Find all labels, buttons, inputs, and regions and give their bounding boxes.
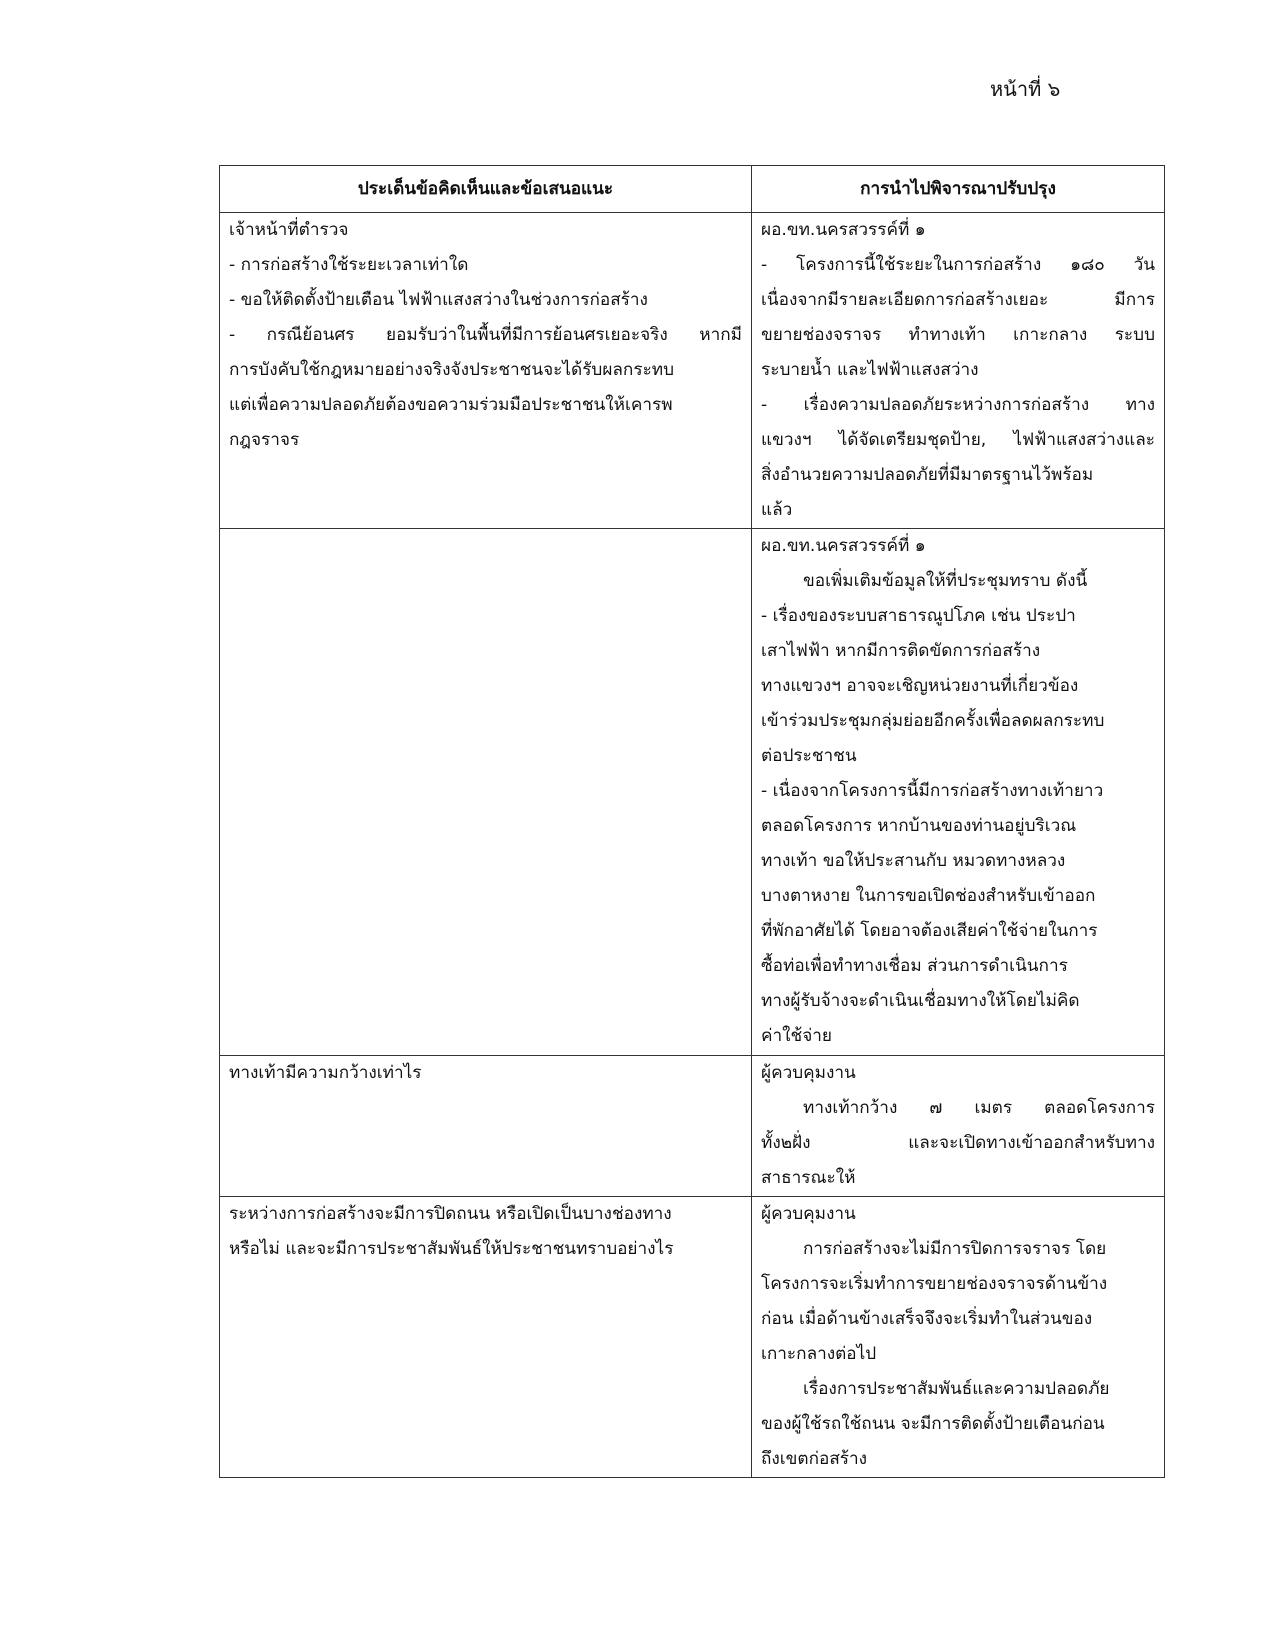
response-line: การก่อสร้างจะไม่มีการปิดการจราจร โดย xyxy=(803,1239,1107,1259)
response-line: ทางผู้รับจ้างจะดำเนินเชื่อมทางให้โดยไม่คิด xyxy=(761,991,1080,1011)
comments-table xyxy=(219,165,1165,1478)
issue-line: ระหว่างการก่อสร้างจะมีการปิดถนน หรือเปิดเป็นบางช่องทาง xyxy=(229,1204,672,1224)
issue-line: ทางเท้ามีความกว้างเท่าไร xyxy=(229,1063,422,1083)
response-line: บางตาหงาย ในการขอเปิดช่องสำหรับเข้าออก xyxy=(761,886,1096,906)
response-line: ที่พักอาศัยได้ โดยอาจต้องเสียค่าใช้จ่ายในการ xyxy=(761,921,1098,941)
response-line: แขวงฯ ได้จัดเตรียมชุดป้าย, ไฟฟ้าแสงสว่างและ xyxy=(761,430,1155,450)
issue-line: แต่เพื่อความปลอดภัยต้องขอความร่วมมือประชาชนให้เคารพ xyxy=(229,395,673,415)
response-line: ทางเท้า ขอให้ประสานกับ หมวดทางหลวง xyxy=(761,851,1066,871)
response-line: สาธารณะให้ xyxy=(761,1168,856,1188)
response-line: ทางเท้ากว้าง ๗ เมตร ตลอดโครงการ xyxy=(803,1098,1155,1118)
issue-cell xyxy=(220,1197,752,1478)
issue-cell xyxy=(220,529,752,1056)
response-line: ขอเพิ่มเติมข้อมูลให้ที่ประชุมทราบ ดังนี้ xyxy=(803,571,1088,591)
response-line: เรื่องการประชาสัมพันธ์และความปลอดภัย xyxy=(803,1379,1110,1399)
response-cell xyxy=(752,213,1165,529)
responder: ผอ.ขท.นครสวรรค์ที่ ๑ xyxy=(761,220,926,240)
response-line: - เรื่องของระบบสาธารณูปโภค เช่น ประปา xyxy=(761,606,1076,626)
response-line: ตลอดโครงการ หากบ้านของท่านอยู่บริเวณ xyxy=(761,816,1077,836)
response-line: แล้ว xyxy=(761,500,793,520)
issue-line: - กรณีย้อนศร ยอมรับว่าในพื้นที่มีการย้อนศรเยอะจริง หากมี xyxy=(229,325,742,345)
responder: ผอ.ขท.นครสวรรค์ที่ ๑ xyxy=(761,536,926,556)
issue-line: เจ้าหน้าที่ตำรวจ xyxy=(229,220,349,240)
header-responses: การนำไปพิจารณาปรับปรุง xyxy=(752,166,1165,213)
response-line: เสาไฟฟ้า หากมีการติดขัดการก่อสร้าง xyxy=(761,641,1041,661)
response-line: ทั้ง๒ฝั่ง และจะเปิดทางเข้าออกสำหรับทาง xyxy=(761,1133,1155,1153)
response-line: ระบายน้ำ และไฟฟ้าแสงสว่าง xyxy=(761,360,979,380)
issue-line: - ขอให้ติดตั้งป้ายเตือน ไฟฟ้าแสงสว่างในช่วงการก่อสร้าง xyxy=(229,290,648,310)
issue-cell xyxy=(220,213,752,529)
response-line: โครงการจะเริ่มทำการขยายช่องจราจรด้านข้าง xyxy=(761,1274,1108,1294)
response-line: ต่อประชาชน xyxy=(761,746,857,766)
issue-line: หรือไม่ และจะมีการประชาสัมพันธ์ให้ประชาชนทราบอย่างไร xyxy=(229,1239,674,1259)
header-issues: ประเด็นข้อคิดเห็นและข้อเสนอแนะ xyxy=(220,166,752,213)
response-line: ถึงเขตก่อสร้าง xyxy=(761,1449,868,1469)
table-header-row xyxy=(220,166,1165,213)
response-line: เนื่องจากมีรายละเอียดการก่อสร้างเยอะ มีการ xyxy=(761,290,1155,310)
issue-line: การบังคับใช้กฎหมายอย่างจริงจังประชาชนจะได้รับผลกระทบ xyxy=(229,360,675,380)
response-line: ขยายช่องจราจร ทำทางเท้า เกาะกลาง ระบบ xyxy=(761,325,1155,345)
issue-line: - การก่อสร้างใช้ระยะเวลาเท่าใด xyxy=(229,255,469,275)
page-number: หน้าที่ ๖ xyxy=(990,77,1061,101)
table-row xyxy=(220,1197,1165,1478)
response-line: ก่อน เมื่อด้านข้างเสร็จจึงจะเริ่มทำในส่วนของ xyxy=(761,1309,1093,1329)
table-row xyxy=(220,213,1165,529)
responder: ผู้ควบคุมงาน xyxy=(761,1204,856,1224)
response-line: - เนื่องจากโครงการนี้มีการก่อสร้างทางเท้ายาว xyxy=(761,781,1104,801)
response-line: เข้าร่วมประชุมกลุ่มย่อยอีกครั้งเพื่อลดผลกระทบ xyxy=(761,711,1105,731)
response-line: เกาะกลางต่อไป xyxy=(761,1344,877,1364)
table-row xyxy=(220,1056,1165,1197)
issue-cell xyxy=(220,1056,752,1197)
response-line: ของผู้ใช้รถใช้ถนน จะมีการติดตั้งป้ายเตือนก่อน xyxy=(761,1414,1105,1434)
response-line: ค่าใช้จ่าย xyxy=(761,1026,832,1046)
table-row xyxy=(220,529,1165,1056)
response-cell xyxy=(752,529,1165,1056)
issue-line: กฎจราจร xyxy=(229,430,300,450)
response-line: ทางแขวงฯ อาจจะเชิญหน่วยงานที่เกี่ยวข้อง xyxy=(761,676,1079,696)
response-line: - เรื่องความปลอดภัยระหว่างการก่อสร้าง ทาง xyxy=(761,395,1155,415)
response-line: สิ่งอำนวยความปลอดภัยที่มีมาตรฐานไว้พร้อม xyxy=(761,465,1094,485)
response-line: ซื้อท่อเพื่อทำทางเชื่อม ส่วนการดำเนินการ xyxy=(761,956,1068,976)
response-cell xyxy=(752,1056,1165,1197)
responder: ผู้ควบคุมงาน xyxy=(761,1063,856,1083)
response-cell xyxy=(752,1197,1165,1478)
response-line: - โครงการนี้ใช้ระยะในการก่อสร้าง ๑๘๐ วัน xyxy=(761,255,1155,275)
